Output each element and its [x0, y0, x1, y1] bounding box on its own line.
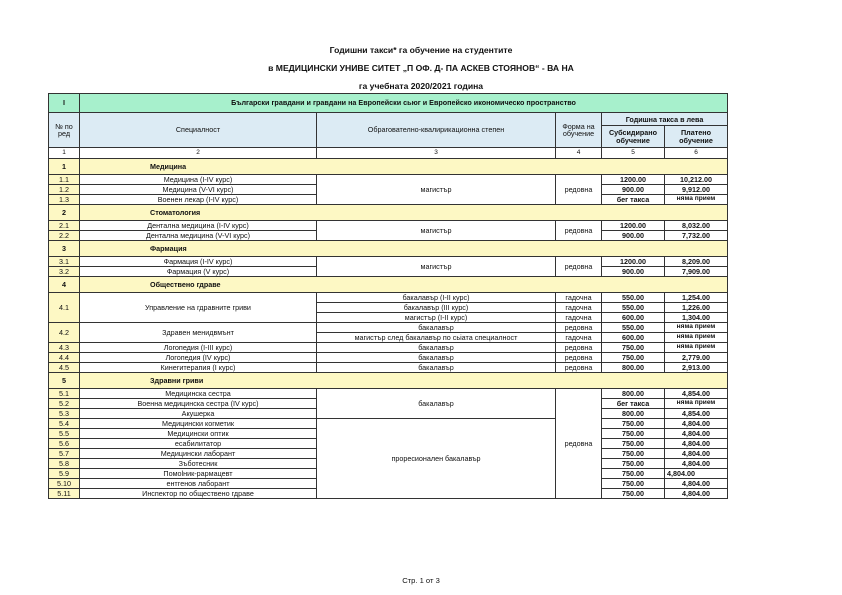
form: редовна [556, 363, 602, 373]
paid-fee: 4,804.00 [665, 449, 728, 459]
column-header-row [49, 113, 728, 126]
col-number: 6 [665, 148, 728, 159]
form: гадочна [556, 313, 602, 323]
degree: магистър след бакалавър по сьіата специалност [317, 333, 556, 343]
row-no: 1.2 [49, 185, 80, 195]
subsidized-fee: бег такса [602, 399, 665, 409]
specialty: Фармация (V курс) [80, 267, 317, 277]
paid-fee: 2,779.00 [665, 353, 728, 363]
subsidized-fee: 750.00 [602, 459, 665, 469]
document-title: Годишни такси* га обучение на студентите [329, 45, 513, 55]
paid-fee: 8,209.00 [665, 257, 728, 267]
specialty: Медицина (I-IV курс) [80, 175, 317, 185]
table-row [49, 257, 728, 267]
subsidized-fee: 750.00 [602, 343, 665, 353]
table-row [49, 323, 728, 333]
paid-fee: 9,912.00 [665, 185, 728, 195]
paid-fee: 4,804.00 [665, 489, 728, 499]
subsidized-fee: бег такса [602, 195, 665, 205]
table-row [49, 293, 728, 303]
paid-fee: 7,909.00 [665, 267, 728, 277]
subsidized-fee: 900.00 [602, 185, 665, 195]
paid-fee: 8,032.00 [665, 221, 728, 231]
row-no: 5.3 [49, 409, 80, 419]
row-no: 5.1 [49, 389, 80, 399]
section-header-row [49, 94, 728, 113]
university-name: в МЕДИЦИНСКИ УНИВЕ СИТЕТ „П ОФ. Д- ПА АСКЕВ СТОЯНОВ“ - ВА НА [268, 63, 574, 73]
specialty: Кинегитерапия (I курс) [80, 363, 317, 373]
row-no: 4.1 [49, 293, 80, 323]
group-row-health-care [49, 373, 728, 389]
group-title: Обществено гдраве [80, 277, 728, 293]
specialty: Инспектор по обществено гдраве [80, 489, 317, 499]
row-no: 3.2 [49, 267, 80, 277]
table-row [49, 353, 728, 363]
specialty: Здравен менидвмънт [80, 323, 317, 343]
row-no: 5.11 [49, 489, 80, 499]
paid-fee: 4,804.00 [665, 429, 728, 439]
subsidized-fee: 800.00 [602, 363, 665, 373]
degree: бакалавър (I-II курс) [317, 293, 556, 303]
col-number: 4 [556, 148, 602, 159]
subsidized-fee: 750.00 [602, 449, 665, 459]
specialty: Акушерка [80, 409, 317, 419]
group-no: 1 [49, 159, 80, 175]
group-title: Медицина [80, 159, 728, 175]
paid-fee: 1,226.00 [665, 303, 728, 313]
specialty: Помоlник-рармацевт [80, 469, 317, 479]
col-header-degree: Обрагователно-квалирикационна степен [317, 113, 556, 148]
paid-fee: няма прием [665, 333, 728, 343]
specialty: Фармация (I-IV курс) [80, 257, 317, 267]
paid-fee: 4,804.00 [665, 469, 728, 479]
col-number: 5 [602, 148, 665, 159]
paid-fee: 7,732.00 [665, 231, 728, 241]
subsidized-fee: 550.00 [602, 323, 665, 333]
degree: проресионален бакалавър [317, 419, 556, 499]
academic-year: га учебната 2020/2021 година [358, 81, 484, 91]
col-number: 3 [317, 148, 556, 159]
table-row [49, 389, 728, 399]
specialty: Медицински когметик [80, 419, 317, 429]
group-no: 2 [49, 205, 80, 221]
specialty: Логопедия (IV курс) [80, 353, 317, 363]
row-no: 5.10 [49, 479, 80, 489]
specialty: Дентална медицина (I-IV курс) [80, 221, 317, 231]
subsidized-fee: 750.00 [602, 479, 665, 489]
row-no: 5.5 [49, 429, 80, 439]
paid-fee: няма прием [665, 399, 728, 409]
row-no: 5.2 [49, 399, 80, 409]
specialty: ентгенов лаборант [80, 479, 317, 489]
paid-fee: няма прием [665, 343, 728, 353]
degree: бакалавър [317, 353, 556, 363]
group-title: Фармация [80, 241, 728, 257]
specialty: Логопедия (I-III курс) [80, 343, 317, 353]
subsidized-fee: 600.00 [602, 313, 665, 323]
fees-table [48, 93, 728, 499]
specialty: Дентална медицина (V-VI курс) [80, 231, 317, 241]
specialty: Медицина (V-VI курс) [80, 185, 317, 195]
degree: бакалавър [317, 323, 556, 333]
specialty: Военна медицинска сестра (IV курс) [80, 399, 317, 409]
specialty: Медицинска сестра [80, 389, 317, 399]
subsidized-fee: 1200.00 [602, 257, 665, 267]
degree: бакалавър [317, 389, 556, 419]
subsidized-fee: 900.00 [602, 231, 665, 241]
form: редовна [556, 353, 602, 363]
specialty: есабилитатор [80, 439, 317, 449]
specialty: Медицински лаборант [80, 449, 317, 459]
col-number: 1 [49, 148, 80, 159]
degree: магистър [317, 257, 556, 277]
degree: магистър [317, 175, 556, 205]
table-row [49, 363, 728, 373]
table-row [49, 343, 728, 353]
subsidized-fee: 800.00 [602, 389, 665, 399]
row-no: 4.3 [49, 343, 80, 353]
subsidized-fee: 1200.00 [602, 175, 665, 185]
specialty: Медицински оптик [80, 429, 317, 439]
degree: магистър (I-II курс) [317, 313, 556, 323]
form: редовна [556, 389, 602, 499]
group-row-medicine [49, 159, 728, 175]
row-no: 5.8 [49, 459, 80, 469]
subsidized-fee: 550.00 [602, 293, 665, 303]
paid-fee: 4,854.00 [665, 389, 728, 399]
paid-fee: 1,254.00 [665, 293, 728, 303]
subsidized-fee: 900.00 [602, 267, 665, 277]
col-header-specialty: Специалност [80, 113, 317, 148]
group-no: 4 [49, 277, 80, 293]
row-no: 2.2 [49, 231, 80, 241]
row-no: 2.1 [49, 221, 80, 231]
paid-fee: 1,304.00 [665, 313, 728, 323]
form: редовна [556, 221, 602, 241]
row-no: 5.7 [49, 449, 80, 459]
degree: бакалавър [317, 363, 556, 373]
col-header-no: № по ред [49, 113, 80, 148]
degree: бакалавър (III курс) [317, 303, 556, 313]
paid-fee: 4,804.00 [665, 419, 728, 429]
table-row [49, 419, 728, 429]
form: редовна [556, 343, 602, 353]
row-no: 3.1 [49, 257, 80, 267]
section-title: Български гравдани и гравдани на Европейски сьюг и Европейско икономическо пространство [80, 94, 728, 113]
subsidized-fee: 800.00 [602, 409, 665, 419]
form: гадочна [556, 333, 602, 343]
paid-fee: 10,212.00 [665, 175, 728, 185]
subsidized-fee: 750.00 [602, 489, 665, 499]
group-row-public-health [49, 277, 728, 293]
paid-fee: 4,854.00 [665, 409, 728, 419]
specialty: Зъботесник [80, 459, 317, 469]
form: гадочна [556, 293, 602, 303]
paid-fee: 4,804.00 [665, 459, 728, 469]
row-no: 5.6 [49, 439, 80, 449]
group-no: 3 [49, 241, 80, 257]
specialty: Военен лекар (I-IV курс) [80, 195, 317, 205]
group-title: Здравни гриви [80, 373, 728, 389]
row-no: 4.2 [49, 323, 80, 343]
row-no: 1.1 [49, 175, 80, 185]
paid-fee: 4,804.00 [665, 439, 728, 449]
group-title: Стоматология [80, 205, 728, 221]
subsidized-fee: 600.00 [602, 333, 665, 343]
subsidized-fee: 750.00 [602, 353, 665, 363]
specialty: Управление на гдравните гриви [80, 293, 317, 323]
row-no: 5.9 [49, 469, 80, 479]
subsidized-fee: 1200.00 [602, 221, 665, 231]
paid-fee: 4,804.00 [665, 479, 728, 489]
col-header-form: Форма на обучение [556, 113, 602, 148]
paid-fee: 2,913.00 [665, 363, 728, 373]
table-row [49, 175, 728, 185]
col-header-paid: Платено обучение [665, 126, 728, 148]
subsidized-fee: 750.00 [602, 429, 665, 439]
form: гадочна [556, 303, 602, 313]
paid-fee: няма прием [665, 195, 728, 205]
col-header-fee-group: Годишна такса в лева [602, 113, 728, 126]
row-no: 4.4 [49, 353, 80, 363]
subsidized-fee: 750.00 [602, 419, 665, 429]
row-no: 4.5 [49, 363, 80, 373]
column-number-row [49, 148, 728, 159]
subsidized-fee: 750.00 [602, 439, 665, 449]
form: редовна [556, 323, 602, 333]
page-number: Стр. 1 от 3 [402, 576, 440, 585]
group-row-pharmacy [49, 241, 728, 257]
degree: бакалавър [317, 343, 556, 353]
section-id: I [49, 94, 80, 113]
form: редовна [556, 257, 602, 277]
row-no: 1.3 [49, 195, 80, 205]
degree: магистър [317, 221, 556, 241]
col-number: 2 [80, 148, 317, 159]
subsidized-fee: 750.00 [602, 469, 665, 479]
table-row [49, 221, 728, 231]
row-no: 5.4 [49, 419, 80, 429]
col-header-subsidized: Субсидирано обучение [602, 126, 665, 148]
group-row-dentistry [49, 205, 728, 221]
paid-fee: няма прием [665, 323, 728, 333]
group-no: 5 [49, 373, 80, 389]
form: редовна [556, 175, 602, 205]
subsidized-fee: 550.00 [602, 303, 665, 313]
